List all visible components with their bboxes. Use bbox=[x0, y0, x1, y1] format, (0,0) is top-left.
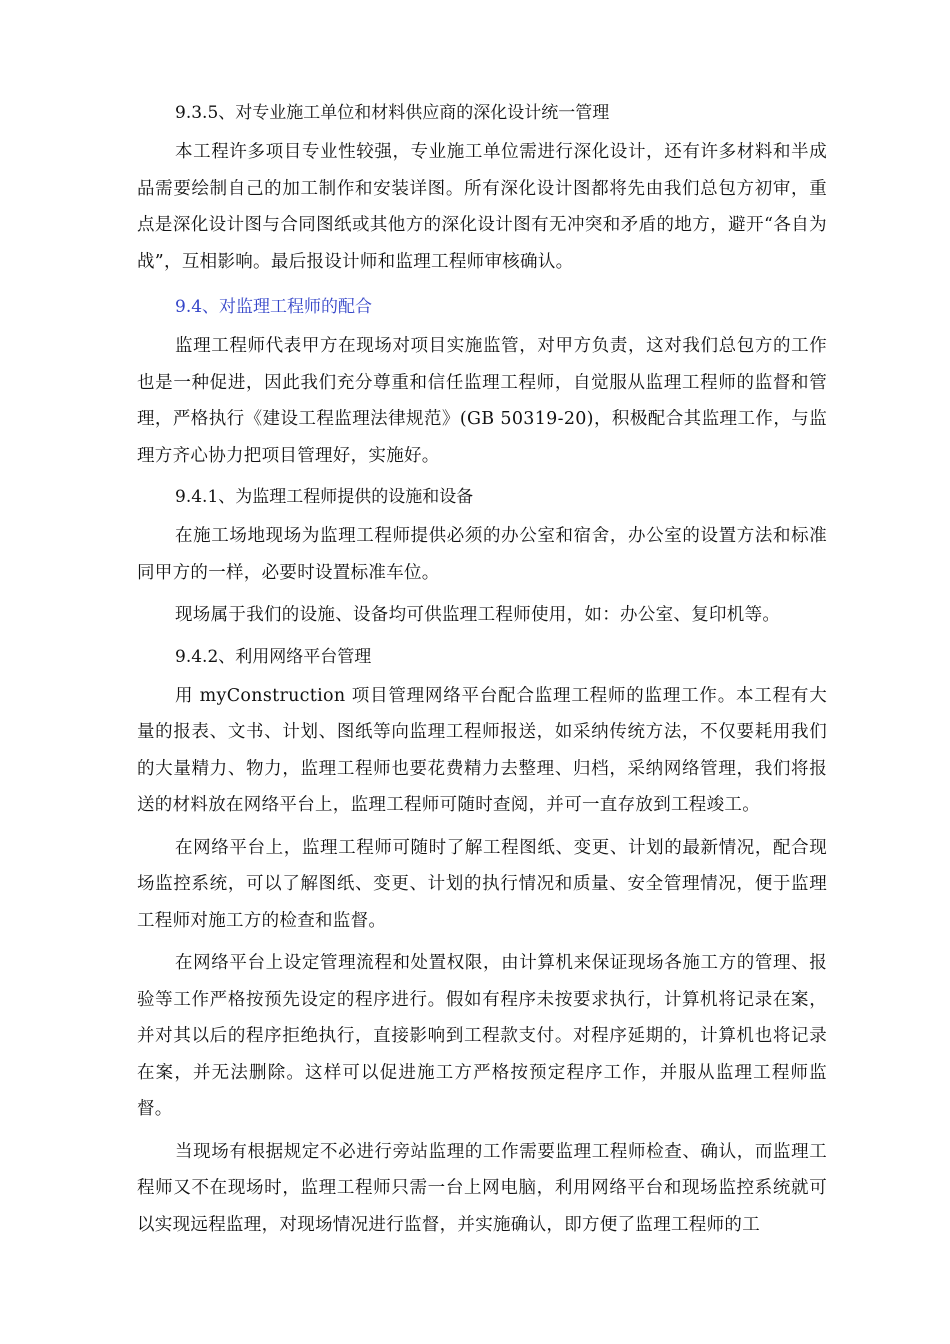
section-9-4-1 bbox=[137, 480, 827, 634]
section-9-4-2 bbox=[137, 640, 827, 1244]
paragraph: 在网络平台上，监理工程师可随时了解工程图纸、变更、计划的最新情况，配合现场监控系统，可以了解图纸、变更、计划的执行情况和质量、安全管理情况，便于监理工程师对施工方的检查和监督。 bbox=[137, 837, 827, 931]
paragraph: 现场属于我们的设施、设备均可供监理工程师使用，如：办公室、复印机等。 bbox=[175, 605, 781, 625]
section-heading: 9.4.1、为监理工程师提供的设施和设备 bbox=[175, 487, 474, 507]
section-heading: 9.4.2、利用网络平台管理 bbox=[175, 646, 372, 667]
paragraph: 当现场有根据规定不必进行旁站监理的工作需要监理工程师检查、确认，而监理工程师又不在现场时，监理工程师只需一台上网电脑，利用网络平台和现场监控系统就可以实现远程监理，对现场情况进行监督，并实施确认，即方便了监理工程师的工 bbox=[137, 1141, 827, 1235]
document-page bbox=[137, 96, 827, 1249]
section-9-4 bbox=[137, 290, 827, 474]
paragraph: 监理工程师代表甲方在现场对项目实施监管，对甲方负责，这对我们总包方的工作也是一种促进，因此我们充分尊重和信任监理工程师，自觉服从监理工程师的监督和管理，严格执行《建设工程监理法律规范》(GB 50319-20)，积极配合其监理工作，与监理方齐心协力把项目管理好，实施好。 bbox=[137, 336, 827, 466]
paragraph: 在施工场地现场为监理工程师提供必须的办公室和宿舍，办公室的设置方法和标准同甲方的一样，必要时设置标准车位。 bbox=[137, 526, 827, 583]
paragraph: 本工程许多项目专业性较强，专业施工单位需进行深化设计，还有许多材料和半成品需要绘制自己的加工制作和安装详图。所有深化设计图都将先由我们总包方初审，重点是深化设计图与合同图纸或其他方的深化设计图有无冲突和矛盾的地方，避开“各自为战”，互相影响。最后报设计师和监理工程师审核确认。 bbox=[137, 142, 827, 272]
section-heading-link[interactable]: 9.4、对监理工程师的配合 bbox=[175, 297, 373, 317]
paragraph: 用 myConstruction 项目管理网络平台配合监理工程师的监理工作。本工程有大量的报表、文书、计划、图纸等向监理工程师报送，如采纳传统方法，不仅要耗用我们的大量精力、物力，监理工程师也要花费精力去整理、归档，采纳网络管理，我们将报送的材料放在网络平台上，监理工程师可随时查阅，并可一直存放到工程竣工。 bbox=[137, 685, 827, 815]
section-9-3-5 bbox=[137, 96, 827, 280]
paragraph: 在网络平台上设定管理流程和处置权限，由计算机来保证现场各施工方的管理、报验等工作严格按预先设定的程序进行。假如有程序未按要求执行，计算机将记录在案，并对其以后的程序拒绝执行，直接影响到工程款支付。对程序延期的，计算机也将记录在案，并无法删除。这样可以促进施工方严格按预定程序工作，并服从监理工程师监督。 bbox=[137, 953, 827, 1119]
section-heading: 9.3.5、对专业施工单位和材料供应商的深化设计统一管理 bbox=[175, 103, 610, 123]
